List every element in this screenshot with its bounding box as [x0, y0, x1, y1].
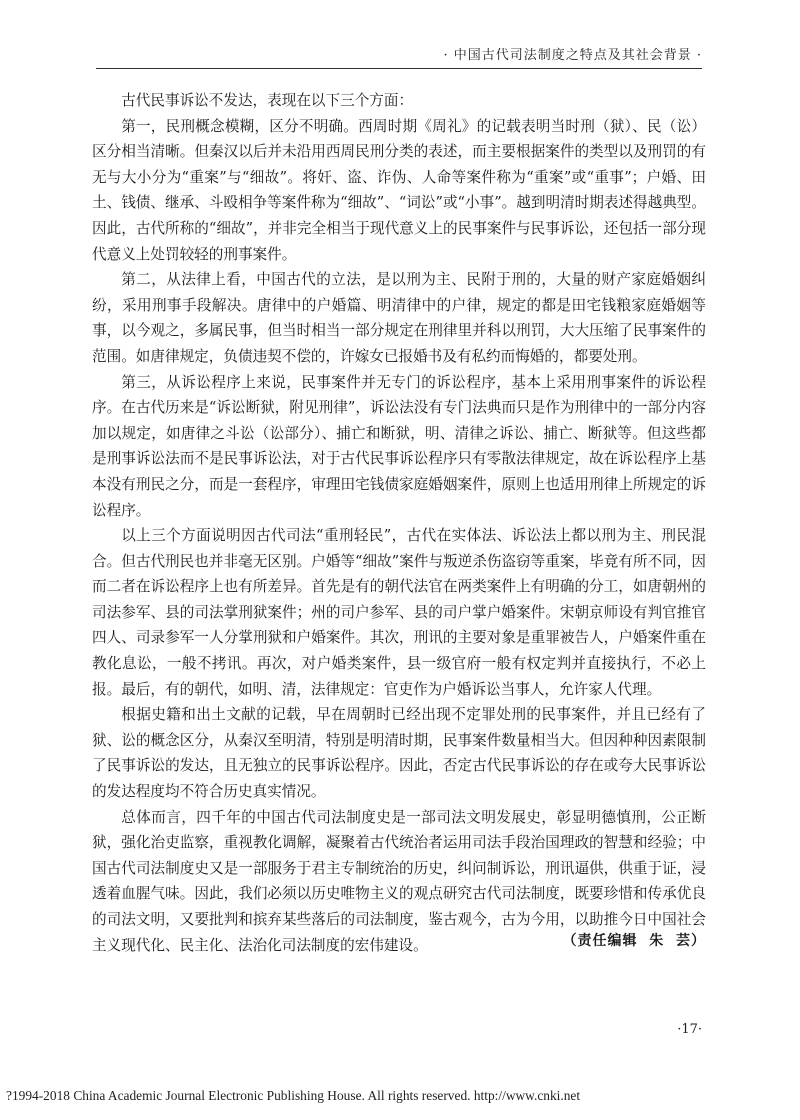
copyright-footer: ?1994-2018 China Academic Journal Electronic Publishing House. All rights reserved. http://www.cnki.net — [6, 1088, 581, 1103]
header-divider — [96, 68, 702, 69]
running-header: · 中国古代司法制度之特点及其社会背景 · — [443, 48, 702, 63]
paragraph: 第二，从法律上看，中国古代的立法，是以刑为主、民附于刑的，大量的财产家庭婚姻纠纷，采用刑事手段解决。唐律中的户婚篇、明清律中的户律，规定的都是田宅钱粮家庭婚姻等事，以今观之，多属民事，但当时相当一部分规定在刑律里并科以刑罚，大大压缩了民事案件的范围。如唐律规定，负债违契不偿的，许嫁女已报婚书及有私约而悔婚的，都要处刑。 — [92, 271, 706, 365]
article-body — [92, 88, 706, 958]
editor-credit: （责任编辑 朱 芸） — [562, 933, 706, 949]
paragraph: 第三，从诉讼程序上来说，民事案件并无专门的诉讼程序，基本上采用刑事案件的诉讼程序。在古代历来是“诉讼断狱，附见刑律”，诉讼法没有专门法典而只是作为刑律中的一部分内容加以规定，如唐律之斗讼（讼部分）、捕亡和断狱，明、清律之诉讼、捕亡、断狱等。但这些都是刑事诉讼法而不是民事诉讼法，对于古代民事诉讼程序只有零散法律规定，故在诉讼程序上基本没有刑民之分，而是一套程序，审理田宅钱债家庭婚姻案件，原则上也适用刑律上所规定的诉讼程序。 — [92, 373, 706, 519]
page-number: ·17· — [677, 1022, 702, 1037]
paragraph: 古代民事诉讼不发达，表现在以下三个方面： — [121, 92, 414, 109]
paragraph: 根据史籍和出土文献的记载，早在周朝时已经出现不定罪处刑的民事案件，并且已经有了狱、讼的概念区分，从秦汉至明清，特别是明清时期，民事案件数量相当大。但因种种因素限制了民事诉讼的发达，且无独立的民事诉讼程序。因此，否定古代民事诉讼的存在或夸大民事诉讼的发达程度均不符合历史真实情况。 — [92, 706, 706, 801]
paragraph: 第一，民刑概念模糊，区分不明确。西周时期《周礼》的记载表明当时刑（狱）、民（讼）区分相当清晰。但秦汉以后并未沿用西周民刑分类的表述，而主要根据案件的类型以及刑罚的有无与大小分为“重案”与“细故”。将奸、盗、诈伪、人命等案件称为“重案”或“重事”；户婚、田土、钱债、继承、斗殴相争等案件称为“细故”、“词讼”或“小事”。越到明清时期表述得越典型。因此，古代所称的“细故”，并非完全相当于现代意义上的民事案件与民事诉讼，还包括一部分现代意义上处罚较轻的刑事案件。 — [92, 117, 706, 263]
paragraph: 以上三个方面说明因古代司法“重刑轻民”，古代在实体法、诉讼法上都以刑为主、刑民混合。但古代刑民也并非毫无区别。户婚等“细故”案件与叛逆杀伤盗窃等重案，毕竟有所不同，因而二者在诉讼程序上也有所差异。首先是有的朝代法官在两类案件上有明确的分工，如唐朝州的司法参军、县的司法掌刑狱案件；州的司户参军、县的司户掌户婚案件。宋朝京师设有判官推官四人、司录参军一人分掌刑狱和户婚案件。其次，刑讯的主要对象是重罪被告人，户婚案件重在教化息讼，一般不拷讯。再次，对户婚类案件，县一级官府一般有权定判并直接执行，不必上报。最后，有的朝代，如明、清，法律规定：官吏作为户婚诉讼当事人，允许家人代理。 — [92, 527, 706, 698]
paragraph: 总体而言，四千年的中国古代司法制度史是一部司法文明发展史，彰显明德慎刑，公正断狱，强化治吏监察，重视教化调解，凝聚着古代统治者运用司法手段治国理政的智慧和经验；中国古代司法制度史又是一部服务于君主专制统治的历史，纠问制诉讼，刑讯逼供，供重于证，浸透着血腥气味。因此，我们必须以历史唯物主义的观点研究古代司法制度，既要珍惜和传承优良的司法文明，又要批判和摈弃某些落后的司法制度，鉴古观今，古为今用，以助推今日中国社会主义现代化、民主化、法治化司法制度的宏伟建设。 — [92, 808, 706, 954]
